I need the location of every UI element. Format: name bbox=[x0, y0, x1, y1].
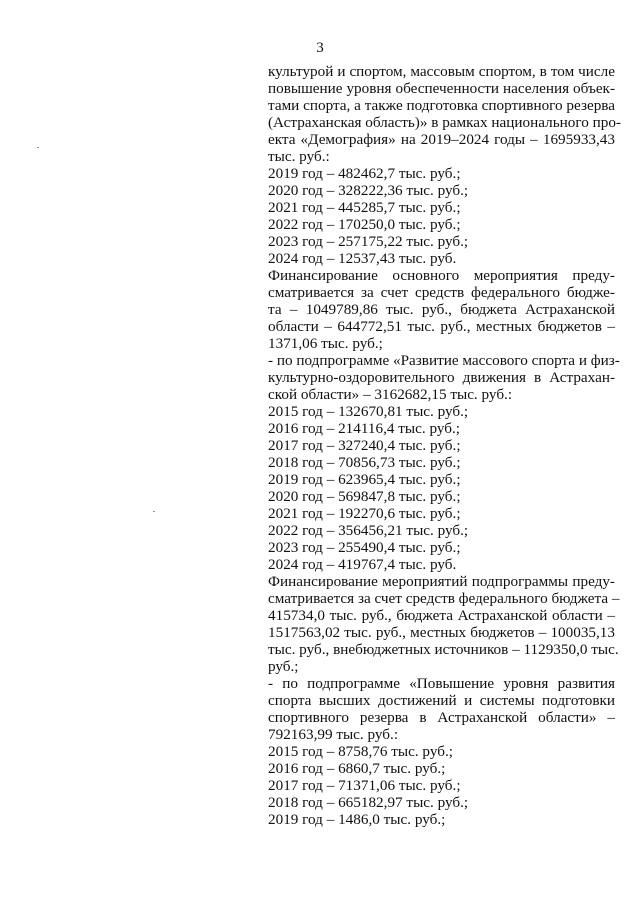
text-line: спорта высших достижений и системы подготовки bbox=[268, 692, 615, 709]
text-line: 2016 год – 214116,4 тыс. руб.; bbox=[268, 420, 460, 437]
text-line: области – 644772,51 тыс. руб., местных бюджетов – bbox=[268, 318, 615, 335]
text-line: 2020 год – 328222,36 тыс. руб.; bbox=[268, 182, 469, 199]
text-line: Финансирование основного мероприятия преду- bbox=[268, 267, 615, 284]
text-line: 2022 год – 170250,0 тыс. руб.; bbox=[268, 216, 461, 233]
text-line: - по подпрограмме «Повышение уровня развития bbox=[268, 675, 615, 692]
text-line: 2023 год – 257175,22 тыс. руб.; bbox=[268, 233, 469, 250]
text-line: 2021 год – 192270,6 тыс. руб.; bbox=[268, 505, 461, 522]
text-line: сматривается за счет средств федерального бюдже- bbox=[268, 284, 615, 301]
text-line: тыс. руб., внебюджетных источников – 1129350,0 тыс. bbox=[268, 641, 619, 658]
text-line: культурой и спортом, массовым спортом, в том числе bbox=[268, 63, 615, 80]
text-line: тыс. руб.: bbox=[268, 148, 330, 165]
text-line: 2015 год – 8758,76 тыс. руб.; bbox=[268, 743, 453, 760]
text-line: - по подпрограмме «Развитие массового спорта и физ- bbox=[268, 352, 620, 369]
text-line: 792163,99 тыс. руб.: bbox=[268, 726, 399, 743]
text-line: Финансирование мероприятий подпрограммы преду- bbox=[268, 573, 615, 590]
scan-speck bbox=[37, 147, 39, 148]
text-line: 2022 год – 356456,21 тыс. руб.; bbox=[268, 522, 469, 539]
text-line: 415734,0 тыс. руб., бюджета Астраханской области – bbox=[268, 607, 615, 624]
scan-speck bbox=[153, 511, 155, 512]
text-line: 1517563,02 тыс. руб., местных бюджетов – 100035,13 bbox=[268, 624, 615, 641]
text-line: 2018 год – 665182,97 тыс. руб.; bbox=[268, 794, 469, 811]
text-line: та – 1049789,86 тыс. руб., бюджета Астраханской bbox=[268, 301, 615, 318]
text-line: 2024 год – 12537,43 тыс. руб. bbox=[268, 250, 457, 267]
text-line: 2017 год – 71371,06 тыс. руб.; bbox=[268, 777, 461, 794]
text-line: 2023 год – 255490,4 тыс. руб.; bbox=[268, 539, 461, 556]
text-line: повышение уровня обеспеченности населения объек- bbox=[268, 80, 615, 97]
text-line: культурно-оздоровительного движения в Астрахан- bbox=[268, 369, 615, 386]
text-line: сматривается за счет средств федерального бюджета – bbox=[268, 590, 620, 607]
text-line: 2019 год – 1486,0 тыс. руб.; bbox=[268, 811, 446, 828]
text-line: спортивного резерва в Астраханской области» – bbox=[268, 709, 615, 726]
text-line: 2024 год – 419767,4 тыс. руб. bbox=[268, 556, 457, 573]
text-line: руб.; bbox=[268, 658, 299, 675]
text-line: 2020 год – 569847,8 тыс. руб.; bbox=[268, 488, 461, 505]
text-line: екта «Демография» на 2019–2024 годы – 1695933,43 bbox=[268, 131, 615, 148]
body-text bbox=[268, 63, 621, 828]
text-line: 2019 год – 482462,7 тыс. руб.; bbox=[268, 165, 461, 182]
text-line: 2018 год – 70856,73 тыс. руб.; bbox=[268, 454, 461, 471]
text-line: тами спорта, а также подготовка спортивного резерва bbox=[268, 97, 615, 114]
text-line: 2019 год – 623965,4 тыс. руб.; bbox=[268, 471, 461, 488]
text-line: 2017 год – 327240,4 тыс. руб.; bbox=[268, 437, 461, 454]
text-line: ской области» – 3162682,15 тыс. руб.: bbox=[268, 386, 513, 403]
text-line: 2021 год – 445285,7 тыс. руб.; bbox=[268, 199, 461, 216]
text-line: 2015 год – 132670,81 тыс. руб.; bbox=[268, 403, 469, 420]
text-line: (Астраханская область)» в рамках национального про- bbox=[268, 114, 621, 131]
page-number: 3 bbox=[316, 40, 324, 56]
text-line: 2016 год – 6860,7 тыс. руб.; bbox=[268, 760, 446, 777]
text-line: 1371,06 тыс. руб.; bbox=[268, 335, 383, 352]
